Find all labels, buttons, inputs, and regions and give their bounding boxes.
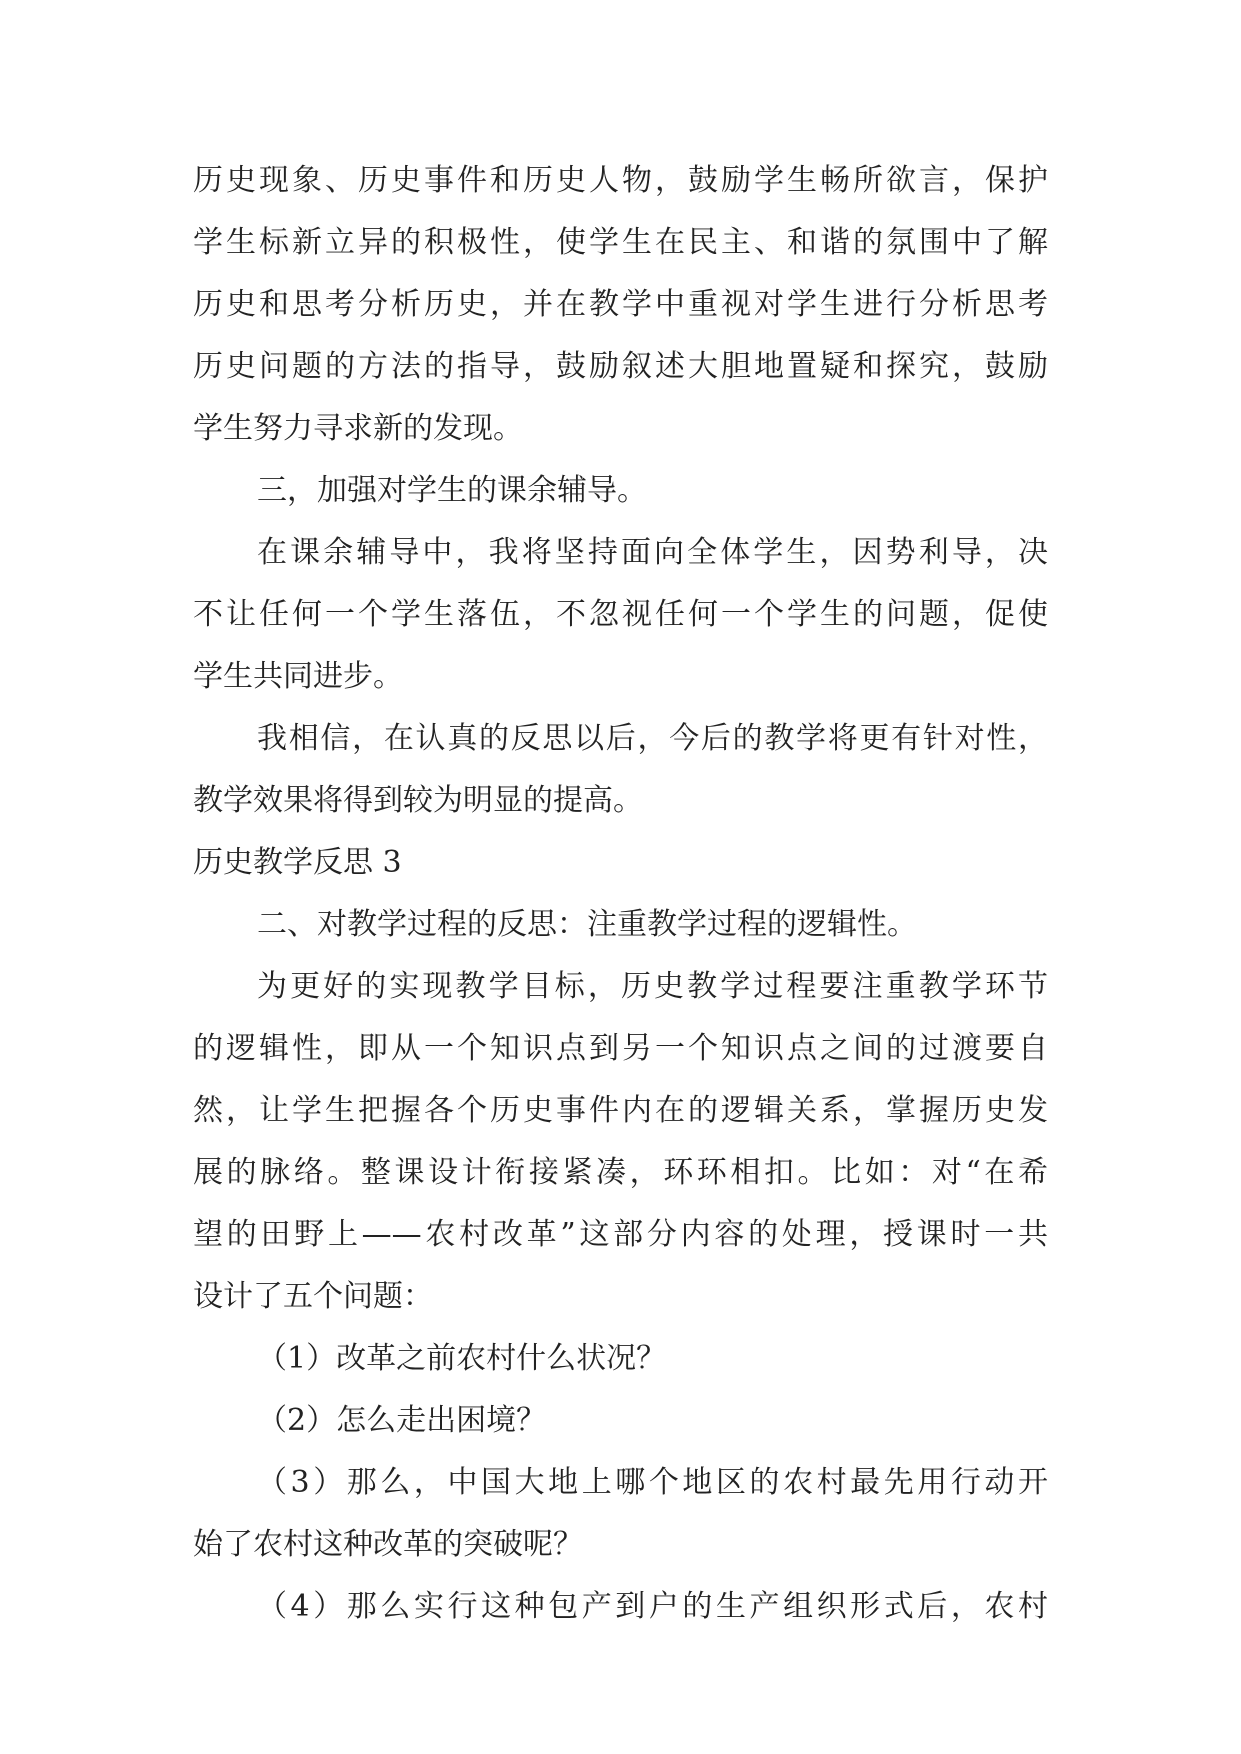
list-item: （3）那么，中国大地上哪个地区的农村最先用行动开 (257, 1465, 1048, 1500)
text-line: 然，让学生把握各个历史事件内在的逻辑关系，掌握历史发 (193, 1093, 1048, 1128)
text-line: 不让任何一个学生落伍，不忽视任何一个学生的问题，促使 (193, 597, 1048, 632)
section-heading: 二、对教学过程的反思：注重教学过程的逻辑性。 (257, 907, 917, 942)
text-line: 我相信，在认真的反思以后，今后的教学将更有针对性， (257, 721, 1048, 756)
section-heading: 三，加强对学生的课余辅导。 (257, 473, 647, 508)
text-line: 学生共同进步。 (193, 659, 403, 694)
list-item: （2）怎么走出困境？ (257, 1403, 547, 1438)
text-line: 望的田野上——农村改革”这部分内容的处理，授课时一共 (193, 1217, 1048, 1252)
text-line: 学生标新立异的积极性，使学生在民主、和谐的氛围中了解 (193, 225, 1048, 260)
text-line: 历史和思考分析历史，并在教学中重视对学生进行分析思考 (193, 287, 1048, 322)
text-line: 学生努力寻求新的发现。 (193, 411, 523, 446)
list-item: （1）改革之前农村什么状况？ (257, 1341, 667, 1376)
text-line: 设计了五个问题： (193, 1279, 433, 1314)
text-line: 历史现象、历史事件和历史人物，鼓励学生畅所欲言，保护 (193, 163, 1048, 198)
list-item: （4）那么实行这种包产到户的生产组织形式后，农村 (257, 1589, 1048, 1624)
text-line: 的逻辑性，即从一个知识点到另一个知识点之间的过渡要自 (193, 1031, 1048, 1066)
document-title: 历史教学反思 3 (193, 845, 402, 880)
text-line: 始了农村这种改革的突破呢？ (193, 1527, 583, 1562)
text-line: 在课余辅导中，我将坚持面向全体学生，因势利导，决 (257, 535, 1048, 570)
text-line: 历史问题的方法的指导，鼓励叙述大胆地置疑和探究，鼓励 (193, 349, 1048, 384)
text-line: 教学效果将得到较为明显的提高。 (193, 783, 643, 818)
text-line: 展的脉络。整课设计衔接紧凑，环环相扣。比如：对“在希 (193, 1155, 1048, 1190)
text-line: 为更好的实现教学目标，历史教学过程要注重教学环节 (257, 969, 1048, 1004)
document-body (193, 150, 1048, 1638)
